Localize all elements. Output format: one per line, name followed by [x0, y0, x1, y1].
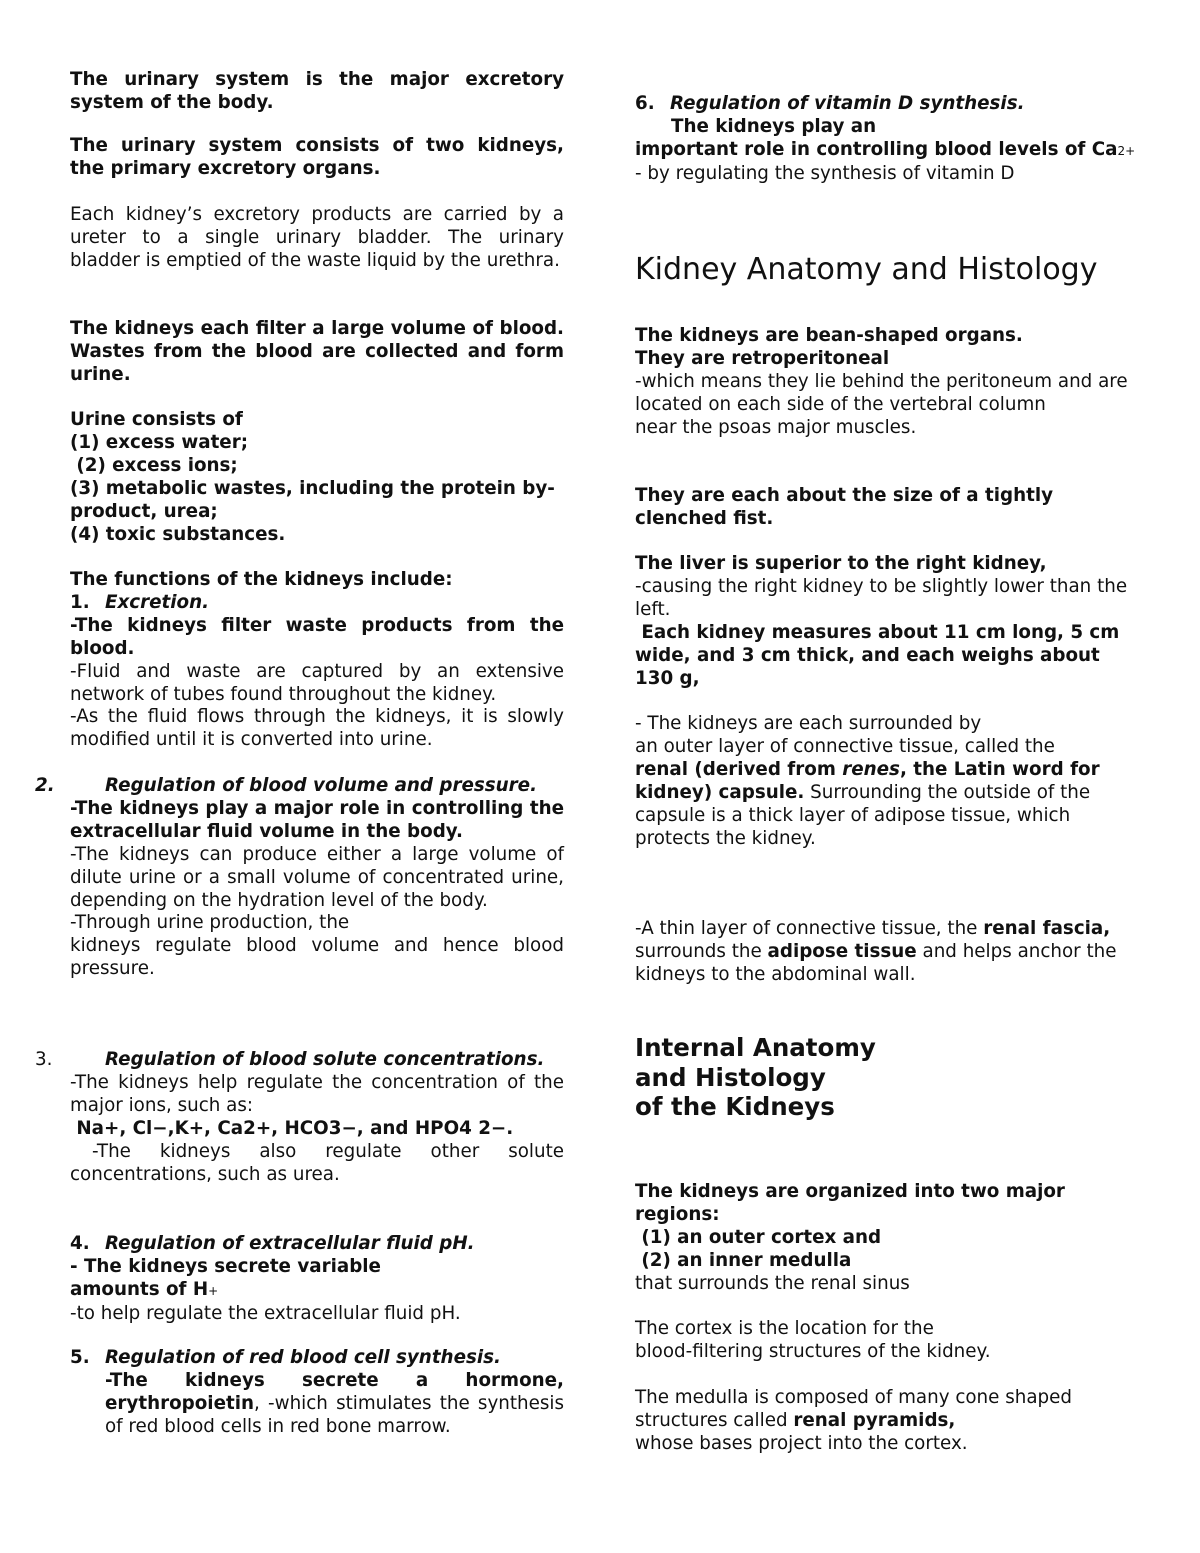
p3-bold-2: Each kidney measures about 11 cm long, 5 cm wide, and 3 cm thick, and each weighs about 130 g,: [635, 621, 1126, 689]
function-3-number: 3.: [35, 1049, 53, 1070]
function-3-title: Regulation of blood solute concentrations.: [105, 1049, 545, 1070]
function-2-number: 2.: [35, 775, 55, 796]
paragraph-regions: [635, 1181, 1140, 1296]
urine-heading: Urine consists of: [70, 409, 243, 430]
function-2-text-2: -Through urine production, the: [70, 912, 350, 934]
p4-text-3: Surrounding the outside of the capsule is a thick layer of adipose tissue, which protects the kidney.: [635, 781, 1096, 849]
function-6-title: Regulation of vitamin D synthesis.: [670, 93, 1025, 114]
function-1-title: Excretion.: [105, 591, 210, 613]
p5-bold-1: renal fascia,: [983, 918, 1111, 939]
function-2-title: Regulation of blood volume and pressure.: [105, 775, 538, 796]
p6-bold-2: (1) an outer cortex and: [635, 1226, 882, 1248]
intro-text-1: The urinary system is the major excretory system of the body.: [70, 69, 564, 113]
paragraph-medulla: [635, 1387, 1140, 1456]
p1-text-1: -which means they lie behind the peritoneum and are located on each side of the vertebral column: [635, 370, 1128, 415]
function-4-bold-1: - The kidneys secrete variable: [70, 1255, 381, 1277]
paragraph-fist-size: They are each about the size of a tightly clenched fist.: [635, 485, 1054, 529]
function-6-bold-1: The kidneys play an: [671, 115, 877, 137]
p3-bold-1: The liver is superior to the right kidney,: [635, 553, 1047, 574]
intro-paragraph-1: [70, 69, 564, 115]
function-3-text-1: -The kidneys help regulate the concentration of the major ions, such as:: [70, 1071, 564, 1116]
p6-bold-1: The kidneys are organized into two major regions:: [635, 1181, 1065, 1225]
function-5-bold-1: -The kidneys secrete a hormone,: [105, 1369, 564, 1391]
function-2-text-1: -The kidneys can produce either a large volume of dilute urine or a small volume of concentrated urine, depending on the hydration level of the body.: [70, 843, 564, 911]
function-4: [70, 1233, 564, 1326]
paragraph-capsule: [635, 713, 1140, 850]
intro-paragraph-2: [70, 135, 564, 181]
intro-text-3: Each kidney’s excretory products are carried by a ureter to a single urinary bladder. The urinary bladder is emptied of the waste liquid by the urethra.: [70, 204, 564, 271]
p7-text-1: The cortex is the location for the: [635, 1318, 934, 1339]
function-4-superscript: +: [208, 1283, 219, 1298]
p4-bold-1: renal (derived from: [635, 758, 843, 780]
p5-text-3: and helps anchor the kidneys to the abdominal wall.: [635, 940, 1123, 985]
p4-text-2: an outer layer of connective tissue, called the: [635, 735, 1055, 757]
function-4-text: -to help regulate the extracellular fluid pH.: [70, 1302, 461, 1324]
function-6: [635, 93, 1140, 186]
section-heading-internal-anatomy: [635, 1033, 1140, 1122]
section-heading-kidney-anatomy: Kidney Anatomy and Histology: [635, 252, 1098, 287]
urine-item-3: (3) metabolic wastes, including the protein by-product, urea;: [70, 477, 555, 522]
p5-text-2: surrounds the: [635, 918, 1117, 962]
function-5-text: , -which stimulates the synthesis of red blood cells in red bone marrow.: [105, 1392, 564, 1437]
p8-text-3: whose bases project into the cortex.: [635, 1432, 968, 1454]
p8-text-2: structures called: [635, 1409, 794, 1431]
function-6-number: 6.: [635, 93, 655, 114]
p3-text-1: -causing the right kidney to be slightly lower than the left.: [635, 575, 1128, 620]
p5-bold-2: adipose tissue: [767, 940, 917, 962]
urine-item-1: (1) excess water;: [70, 431, 249, 453]
p6-text-1: that surrounds the renal sinus: [635, 1272, 910, 1294]
function-6-bold-2: important role in controlling blood levels of Ca: [635, 138, 1118, 160]
heading2-line-2: and Histology: [635, 1062, 826, 1092]
intro-text-4: The kidneys each filter a large volume of blood. Wastes from the blood are collected and form urine.: [70, 318, 564, 385]
p4-bold-italic: renes: [842, 758, 900, 780]
p1-bold-1: The kidneys are bean-shaped organs.: [635, 325, 1023, 346]
paragraph-liver: [635, 553, 1140, 690]
function-1-text-1: -Fluid and waste are captured by an extensive network of tubes found throughout the kidney.: [70, 660, 564, 705]
p1-text-2: near the psoas major muscles.: [635, 416, 917, 438]
p6-bold-3: (2) an inner medulla: [635, 1249, 852, 1271]
function-4-number: 4.: [70, 1233, 90, 1254]
urine-item-4: (4) toxic substances.: [70, 523, 286, 545]
p8-bold-1: renal pyramids,: [793, 1409, 956, 1431]
paragraph-renal-fascia: [635, 918, 1140, 987]
function-5: [70, 1347, 564, 1439]
function-2-bold: -The kidneys play a major role in controlling the extracellular fluid volume in the body.: [70, 797, 564, 842]
function-2: [35, 775, 564, 981]
paragraph-bean-shaped: [635, 325, 1140, 440]
function-5-bold-2: erythropoietin: [105, 1392, 254, 1414]
function-1-bold: -The kidneys filter waste products from the blood.: [70, 614, 564, 659]
paragraph-cortex: [635, 1318, 1140, 1364]
function-5-title: Regulation of red blood cell synthesis.: [105, 1347, 501, 1368]
functions-heading: The functions of the kidneys include:: [70, 569, 453, 590]
intro-paragraph-4: [70, 318, 564, 387]
p4-bold-2: , the Latin word for kidney) capsule.: [635, 758, 1100, 803]
p5-text-1: -A thin layer of connective tissue, the: [635, 918, 984, 939]
function-2-text-3: kidneys regulate blood volume and hence blood pressure.: [70, 935, 564, 980]
p1-bold-2: They are retroperitoneal: [635, 347, 890, 369]
function-6-superscript: 2+: [1117, 143, 1136, 158]
heading2-line-3: of the Kidneys: [635, 1092, 835, 1121]
urine-item-2: (2) excess ions;: [70, 454, 238, 476]
function-3: [35, 1049, 564, 1186]
urine-list: [70, 409, 564, 546]
function-1-text-2: -As the fluid flows through the kidneys, it is slowly modified until it is converted into urine.: [70, 706, 564, 751]
intro-paragraph-3: [70, 204, 564, 273]
p8-text-1: The medulla is composed of many cone shaped: [635, 1387, 1072, 1408]
function-4-title: Regulation of extracellular fluid pH.: [105, 1233, 475, 1254]
p4-text-1: - The kidneys are each surrounded by: [635, 713, 982, 734]
function-3-ions: Na+, Cl−,K+, Ca2+, HCO3−, and HPO4 2−.: [70, 1117, 514, 1139]
heading2-line-1: Internal Anatomy: [635, 1033, 876, 1062]
intro-text-2: The urinary system consists of two kidneys, the primary excretory organs.: [70, 135, 564, 179]
function-1-number: 1.: [70, 591, 90, 613]
function-1: [70, 569, 564, 752]
p7-text-2: blood-filtering structures of the kidney.: [635, 1340, 991, 1362]
function-3-text-2: -The kidneys also regulate other solute concentrations, such as urea.: [70, 1140, 564, 1185]
function-5-number: 5.: [70, 1347, 90, 1368]
function-6-text: - by regulating the synthesis of vitamin D: [635, 162, 1015, 184]
function-4-bold-2: amounts of H: [70, 1278, 209, 1300]
